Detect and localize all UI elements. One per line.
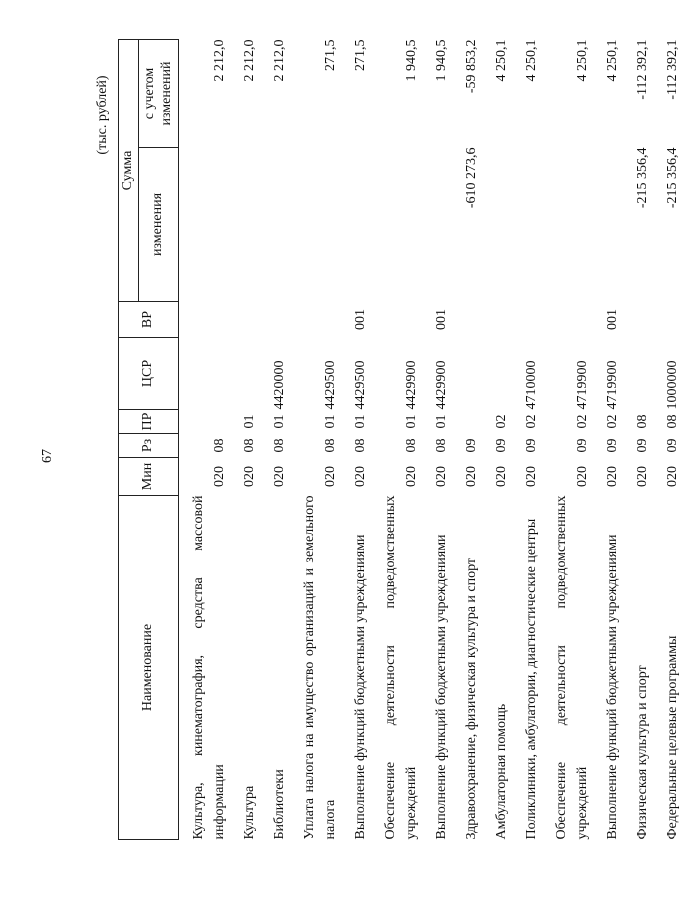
header-vr: ВР [119, 302, 179, 338]
row-total: 2 212,0 [242, 39, 257, 82]
row-rz: 09 [575, 438, 590, 453]
row-csr: 4719900 [605, 360, 620, 410]
row-total: 2 212,0 [212, 39, 227, 82]
row-change [431, 148, 452, 302]
row-min: 020 [434, 466, 449, 487]
row-pr: 01 [272, 414, 287, 429]
rotated-table-area [118, 39, 680, 840]
row-pr: 01 [404, 414, 419, 429]
row-name: Выполнение функций бюджетными учреждениями [434, 534, 449, 840]
row-rz: 09 [665, 438, 680, 453]
row-change [551, 148, 593, 302]
row-name: Культура, кинематография, средства массовой информации [191, 495, 227, 840]
row-change [521, 148, 542, 302]
row-min: 020 [272, 466, 287, 487]
row-pr: 02 [575, 414, 590, 429]
row-rz: 09 [605, 438, 620, 453]
row-change: -215 356,4 [665, 147, 680, 209]
row-pr: 08 [635, 414, 650, 429]
row-pr: 01 [242, 414, 257, 429]
row-vr [269, 302, 290, 338]
table-row [632, 40, 653, 840]
row-csr: 1000000 [665, 360, 680, 410]
row-vr: 001 [434, 309, 449, 330]
row-csr: 4719900 [575, 360, 590, 410]
row-pr: 02 [494, 414, 509, 429]
row-pr: 01 [353, 414, 368, 429]
row-vr [461, 302, 482, 338]
table-row [662, 40, 683, 840]
row-min: 020 [524, 466, 539, 487]
budget-table [118, 39, 683, 840]
row-vr: 001 [605, 309, 620, 330]
table-row [602, 40, 623, 840]
row-total: -112 392,1 [665, 39, 680, 100]
row-name: Обеспечение деятельности подведомственных учреждений [554, 495, 590, 840]
row-csr: 4710000 [524, 360, 539, 410]
row-csr [461, 338, 482, 410]
row-rz: 08 [212, 438, 227, 453]
row-change [602, 148, 623, 302]
row-name: Обеспечение деятельности подведомственных учреждений [383, 495, 419, 840]
row-total: 4 250,1 [494, 39, 509, 82]
row-rz: 08 [242, 438, 257, 453]
row-rz: 08 [323, 438, 338, 453]
row-name: Выполнение функций бюджетными учреждениями [605, 534, 620, 840]
row-pr: 01 [434, 414, 449, 429]
row-vr [632, 302, 653, 338]
row-total: -112 392,1 [635, 39, 650, 100]
unit-label: (тыс. рублей) [95, 75, 110, 155]
header-changes: изменения [139, 148, 179, 302]
row-change [350, 148, 371, 302]
row-vr [380, 302, 422, 338]
row-csr: 4429900 [404, 360, 419, 410]
header-csr: ЦСР [119, 338, 179, 410]
table-header [119, 40, 179, 840]
row-csr: 4429500 [323, 360, 338, 410]
row-min: 020 [212, 466, 227, 487]
header-rz: Рз [119, 434, 179, 458]
table-row [491, 40, 512, 840]
header-name: Наименование [119, 496, 179, 840]
table-body [179, 40, 683, 840]
row-csr [491, 338, 512, 410]
table-row [188, 40, 230, 840]
row-min: 020 [635, 466, 650, 487]
row-total: 1 940,5 [404, 39, 419, 82]
row-change [188, 148, 230, 302]
row-vr [551, 302, 593, 338]
row-min: 020 [323, 466, 338, 487]
row-change: -215 356,4 [635, 147, 650, 209]
table-row [551, 40, 593, 840]
row-rz: 09 [635, 438, 650, 453]
row-vr: 001 [353, 309, 368, 330]
row-min: 020 [353, 466, 368, 487]
row-min: 020 [404, 466, 419, 487]
table-row [239, 40, 260, 840]
row-name: Федеральные целевые программы [665, 635, 680, 840]
row-min: 020 [464, 466, 479, 487]
row-rz: 09 [464, 438, 479, 453]
row-change: -610 273,6 [464, 147, 479, 209]
row-vr [239, 302, 260, 338]
row-name: Выполнение функций бюджетными учреждениями [353, 534, 368, 840]
row-name: Физическая культура и спорт [635, 665, 650, 840]
row-rz: 08 [272, 438, 287, 453]
row-csr: 4420000 [272, 360, 287, 410]
row-min: 020 [494, 466, 509, 487]
row-pr: 02 [605, 414, 620, 429]
row-rz: 09 [524, 438, 539, 453]
row-total: 1 940,5 [434, 39, 449, 82]
row-min: 020 [242, 466, 257, 487]
row-pr [188, 410, 230, 434]
row-change [491, 148, 512, 302]
row-pr [461, 410, 482, 434]
row-total: 271,5 [353, 39, 368, 71]
row-rz: 08 [434, 438, 449, 453]
table-row [350, 40, 371, 840]
table-row [269, 40, 290, 840]
row-total: 271,5 [323, 39, 338, 71]
row-vr [521, 302, 542, 338]
row-vr [662, 302, 683, 338]
table-row [431, 40, 452, 840]
row-rz: 08 [353, 438, 368, 453]
row-total: 4 250,1 [524, 39, 539, 82]
row-csr [188, 338, 230, 410]
row-rz: 09 [494, 438, 509, 453]
table-row [521, 40, 542, 840]
row-vr [491, 302, 512, 338]
header-sum: Сумма [119, 40, 139, 302]
header-min: Мин [119, 458, 179, 496]
row-min: 020 [575, 466, 590, 487]
header-with-changes: с учетом изменений [139, 40, 179, 148]
row-min: 020 [665, 466, 680, 487]
row-total: 4 250,1 [605, 39, 620, 82]
page-number: 67 [40, 449, 55, 463]
row-csr [632, 338, 653, 410]
row-min: 020 [605, 466, 620, 487]
row-name: Уплата налога на имущество организаций и земельного налога [302, 495, 338, 840]
header-pr: ПР [119, 410, 179, 434]
row-change [299, 148, 341, 302]
row-change [239, 148, 260, 302]
row-csr: 4429900 [434, 360, 449, 410]
row-name: Культура [242, 785, 257, 840]
row-vr [299, 302, 341, 338]
row-csr: 4429500 [353, 360, 368, 410]
row-name: Амбулаторная помощь [494, 703, 509, 840]
row-total: 2 212,0 [272, 39, 287, 82]
table-row [380, 40, 422, 840]
table-row [299, 40, 341, 840]
row-csr [239, 338, 260, 410]
row-name: Здравоохранение, физическая культура и спорт [464, 557, 479, 840]
row-change [380, 148, 422, 302]
row-vr [188, 302, 230, 338]
row-pr: 01 [323, 414, 338, 429]
table-row [461, 40, 482, 840]
row-pr: 08 [665, 414, 680, 429]
row-pr: 02 [524, 414, 539, 429]
row-total: 4 250,1 [575, 39, 590, 82]
row-name: Библиотеки [272, 769, 287, 840]
row-change [269, 148, 290, 302]
row-total: -59 853,2 [464, 39, 479, 94]
row-name: Поликлиники, амбулатории, диагностические центры [524, 518, 539, 840]
row-rz: 08 [404, 438, 419, 453]
